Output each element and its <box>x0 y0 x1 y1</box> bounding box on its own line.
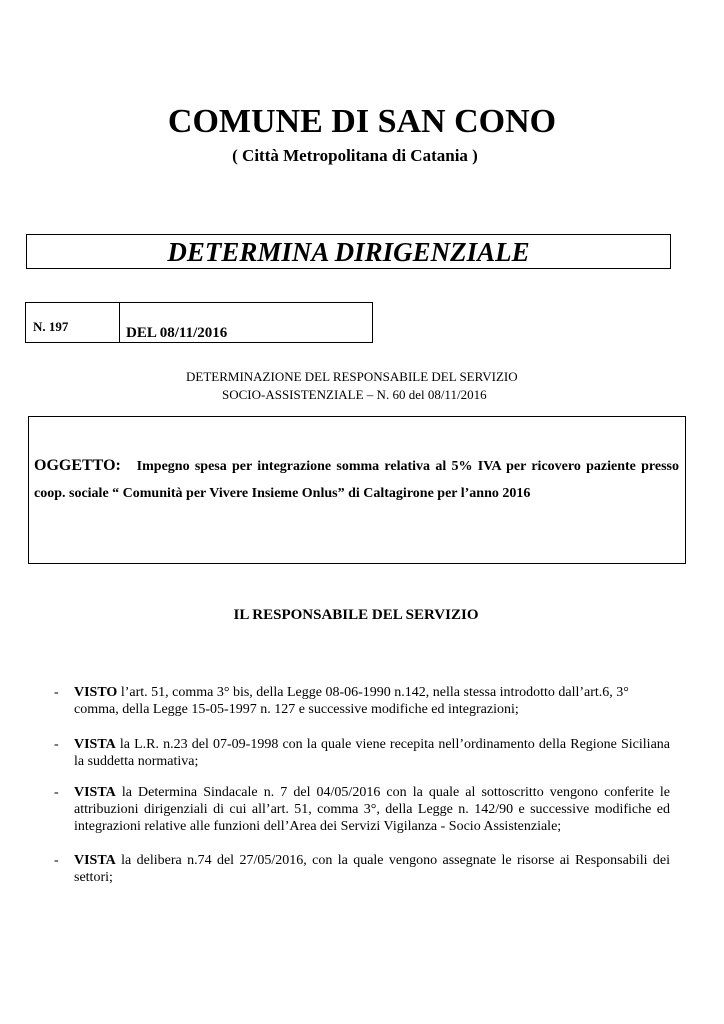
number-box-divider <box>119 302 120 342</box>
municipality-title: COMUNE DI SAN CONO <box>167 103 557 140</box>
list-item-keyword: VISTA <box>74 785 116 800</box>
responsible-line-2: SOCIO-ASSISTENZIALE – N. 60 del 08/11/2016 <box>222 387 487 402</box>
list-item-dash: - <box>54 685 59 700</box>
responsible-line-1: DETERMINAZIONE DEL RESPONSABILE DEL SERVIZIO <box>186 369 518 384</box>
list-item <box>54 684 670 718</box>
document-date: DEL 08/11/2016 <box>126 325 228 341</box>
list-item-text: la Determina Sindacale n. 7 del 04/05/2016 con la quale al sottoscritto vengono conferite le attribuzioni dirigenziali di cui all’art. 51, comma 3°, della Legge n. 142/90 e successive modifiche ed integrazioni relative alle funzioni dell’Area dei Servizi Vigilanza - Socio Assistenziale; <box>74 785 670 834</box>
list-item-text: l’art. 51, comma 3° bis, della Legge 08-06-1990 n.142, nella stessa introdotto dall’art.6, 3° comma, della Legge 15-05-1997 n. 127 e successive modifiche ed integrazioni; <box>74 685 629 717</box>
list-item-text: la delibera n.74 del 27/05/2016, con la quale vengono assegnate le risorse ai Responsabili dei settori; <box>74 853 670 885</box>
document-type-title: DETERMINA DIRIGENZIALE <box>167 237 530 267</box>
subject-label: OGGETTO: <box>34 457 121 474</box>
municipality-subtitle: ( Città Metropolitana di Catania ) <box>232 146 478 165</box>
subject-text: Impegno spesa per integrazione somma relativa al 5% IVA per ricovero paziente presso coop. sociale “ Comunità per Vivere Insieme Onlus” di Caltagirone per l’anno 2016 <box>34 459 680 501</box>
list-item-dash: - <box>54 737 59 752</box>
document-number: N. 197 <box>33 319 69 334</box>
list-item-dash: - <box>54 853 59 868</box>
list-item-keyword: VISTO <box>74 685 118 700</box>
list-item <box>54 736 670 770</box>
list-item-keyword: VISTA <box>74 853 116 868</box>
list-item <box>54 784 670 835</box>
list-item-keyword: VISTA <box>74 737 116 752</box>
list-item-text: la L.R. n.23 del 07-09-1998 con la quale viene recepita nell’ordinamento della Regione Siciliana la suddetta normativa; <box>74 737 670 769</box>
list-item-dash: - <box>54 785 59 800</box>
list-item <box>54 852 670 886</box>
subject-text-block <box>34 452 679 507</box>
section-title: IL RESPONSABILE DEL SERVIZIO <box>233 607 479 623</box>
